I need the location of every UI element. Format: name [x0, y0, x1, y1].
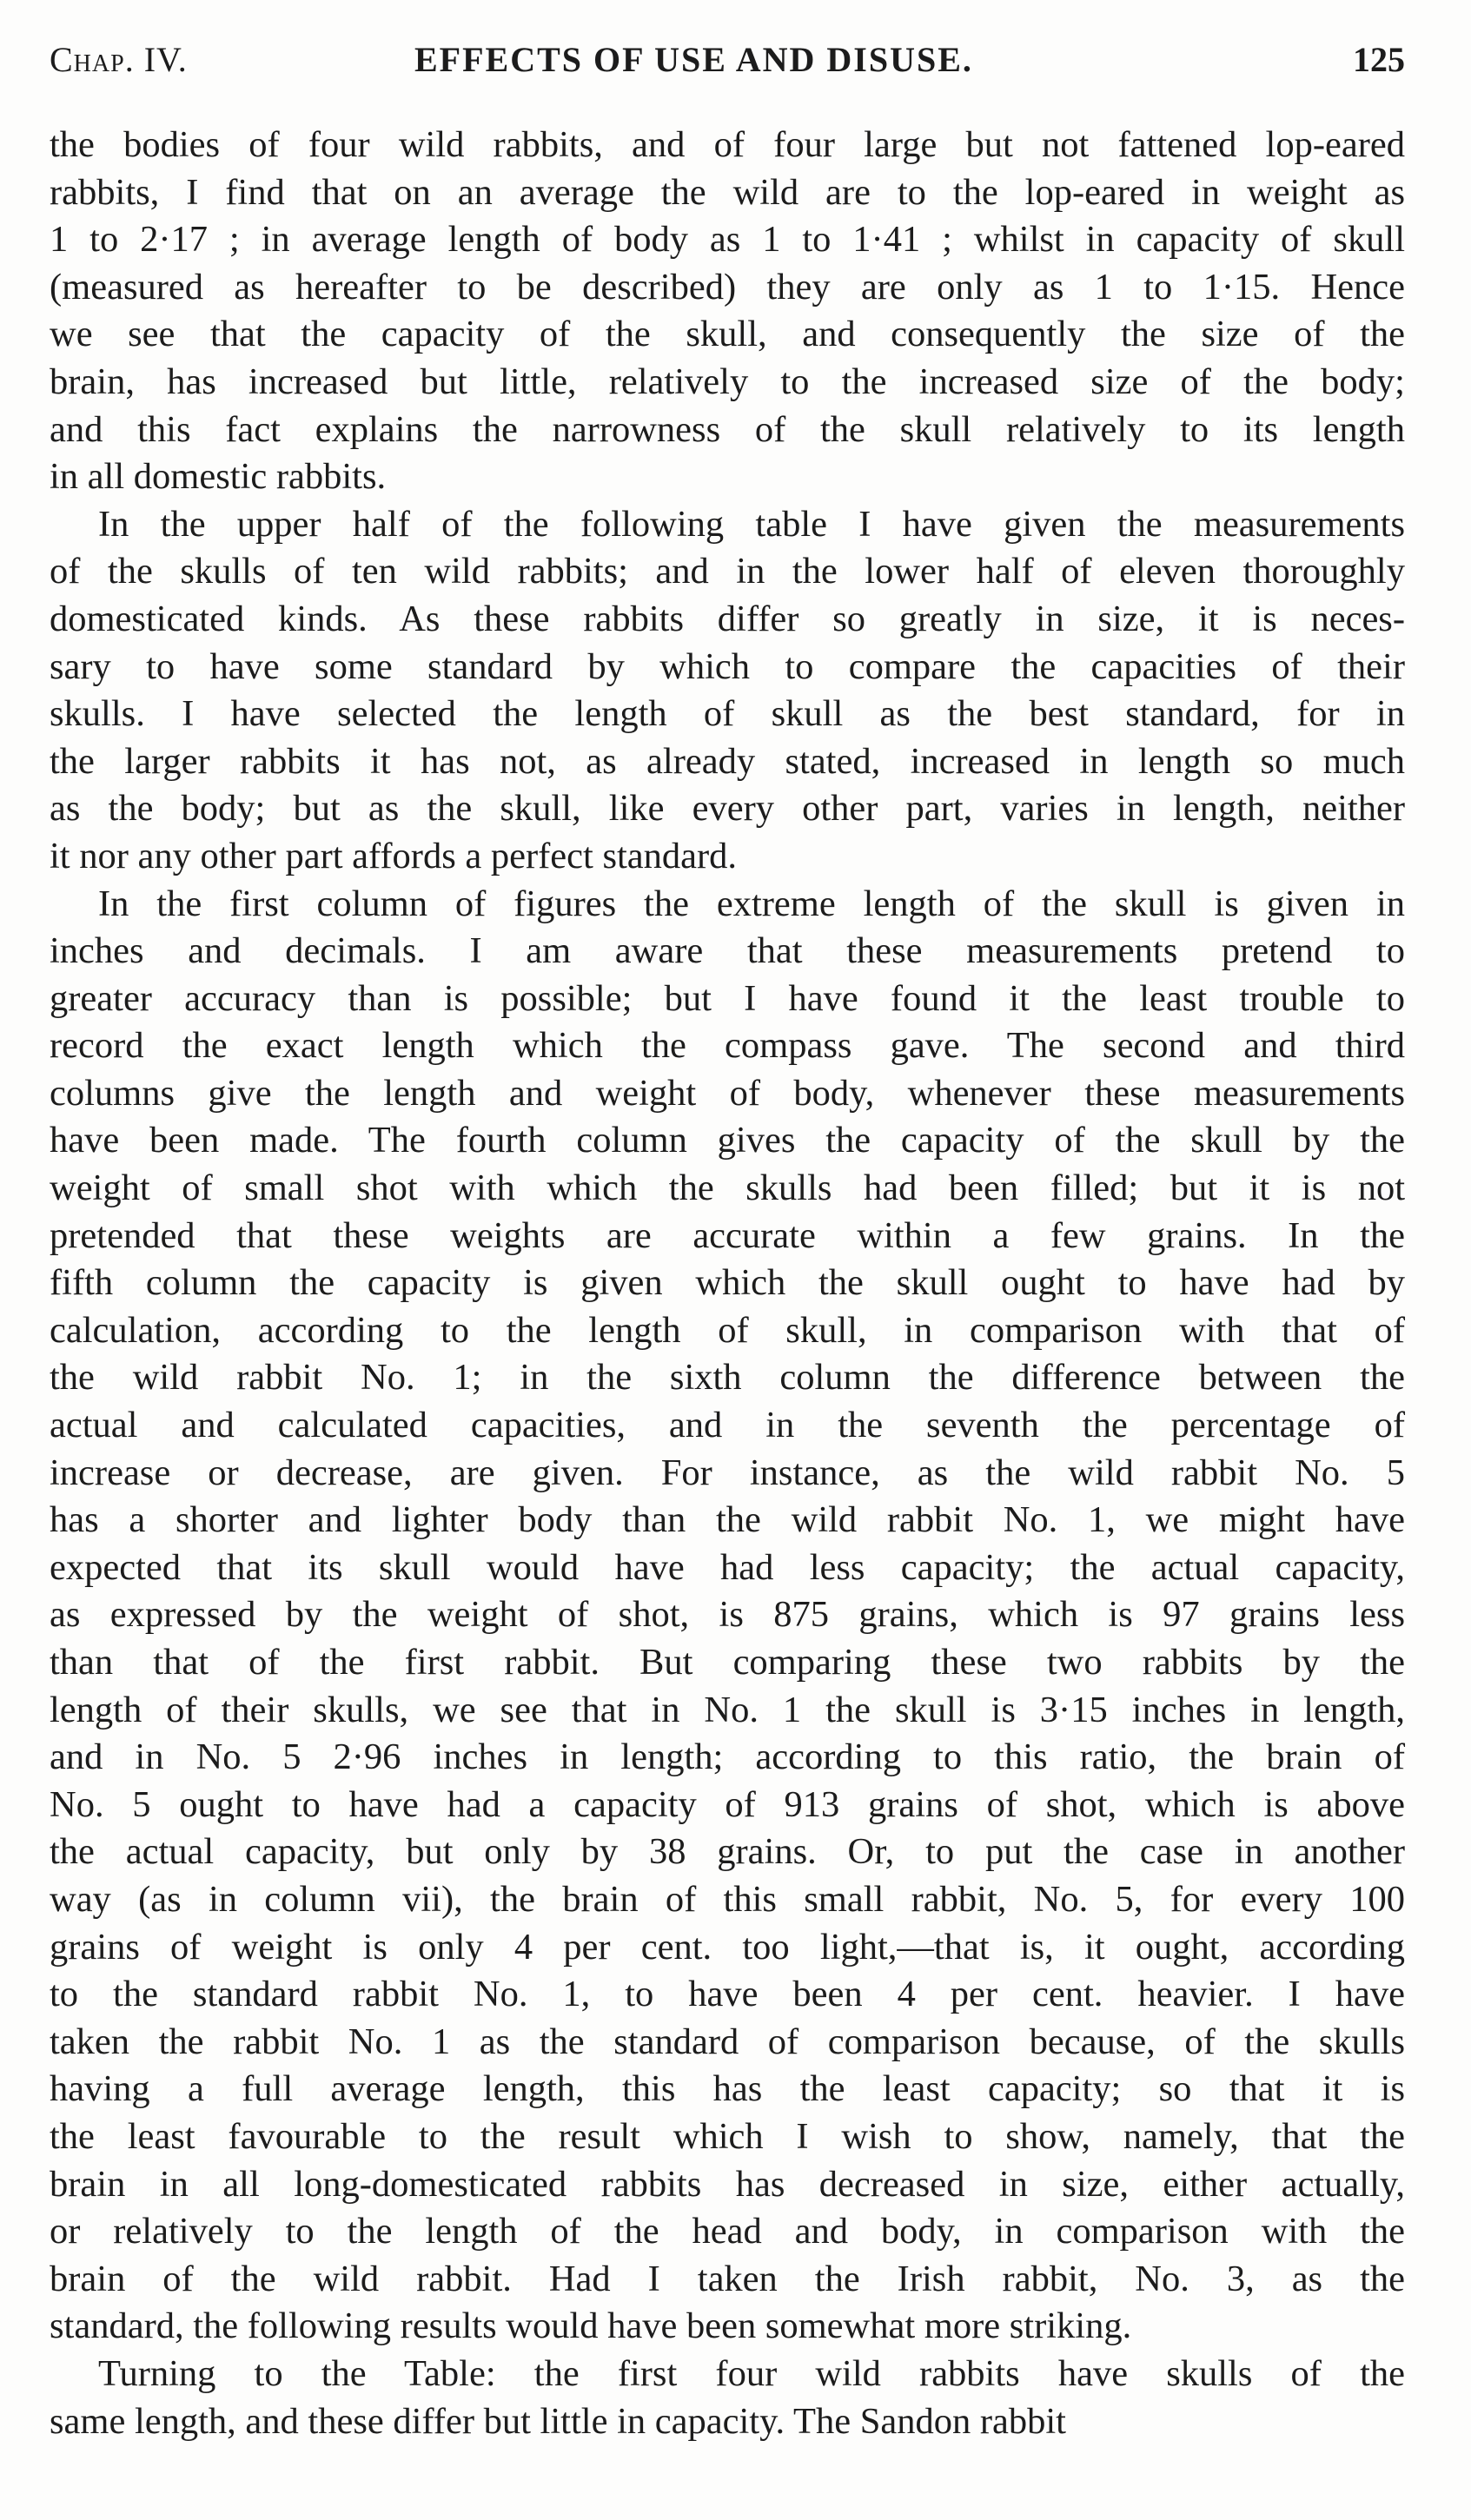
text-line: expected that its skull would have had less capacity; the actual capacity,: [50, 1546, 1405, 1588]
text-line: as the body; but as the skull, like every other part, varies in length, neither: [50, 788, 1405, 830]
paragraph: [50, 881, 1405, 2351]
text-line: the bodies of four wild rabbits, and of four large but not fattened lop-eared: [50, 124, 1405, 165]
text-line: as expressed by the weight of shot, is 875 grains, which is 97 grains less: [50, 1594, 1405, 1636]
text-line: record the exact length which the compass gave. The second and third: [50, 1025, 1405, 1067]
body-text: [50, 122, 1405, 2445]
running-title: EFFECTS OF USE AND DISUSE.: [414, 40, 973, 79]
text-line: of the skulls of ten wild rabbits; and in the lower half of eleven thoroughly: [50, 551, 1405, 592]
paragraph: [50, 2351, 1405, 2445]
paragraph: [50, 501, 1405, 881]
text-line: in all domestic rabbits.: [50, 456, 387, 498]
text-line: length of their skulls, we see that in No. 1 the skull is 3·15 inches in length,: [50, 1689, 1405, 1730]
text-line: actual and calculated capacities, and in the seventh the percentage of: [50, 1405, 1405, 1446]
text-line: or relatively to the length of the head and body, in comparison with the: [50, 2211, 1405, 2252]
text-line: way (as in column vii), the brain of this small rabbit, No. 5, for every 100: [50, 1878, 1405, 1920]
text-line: Turning to the Table: the first four wild rabbits have skulls of the: [98, 2352, 1405, 2394]
paragraph: [50, 122, 1405, 501]
text-line: and this fact explains the narrowness of the skull relatively to its length: [50, 408, 1405, 450]
text-line: pretended that these weights are accurate within a few grains. In the: [50, 1214, 1405, 1256]
text-line: skulls. I have selected the length of skull as the best standard, for in: [50, 693, 1405, 735]
text-line: domesticated kinds. As these rabbits differ so greatly in size, it is neces-: [50, 598, 1405, 639]
text-line: the actual capacity, but only by 38 grains. Or, to put the case in another: [50, 1831, 1405, 1873]
text-line: brain of the wild rabbit. Had I taken the Irish rabbit, No. 3, as the: [50, 2258, 1405, 2299]
text-line: than that of the first rabbit. But comparing these two rabbits by the: [50, 1642, 1405, 1683]
text-line: has a shorter and lighter body than the wild rabbit No. 1, we might have: [50, 1499, 1405, 1541]
page-number: 125: [1353, 40, 1405, 79]
text-line: greater accuracy than is possible; but I have found it the least trouble to: [50, 977, 1405, 1019]
chapter-label: Chap. IV.: [50, 40, 188, 79]
text-line: No. 5 ought to have had a capacity of 913 grains of shot, which is above: [50, 1783, 1405, 1825]
text-line: the least favourable to the result which I wish to show, namely, that the: [50, 2115, 1405, 2157]
text-line: have been made. The fourth column gives the capacity of the skull by the: [50, 1120, 1405, 1161]
running-head: [50, 38, 1405, 82]
text-line: brain, has increased but little, relatively to the increased size of the body;: [50, 360, 1405, 402]
text-line: calculation, according to the length of skull, in comparison with that of: [50, 1309, 1405, 1351]
text-line: the larger rabbits it has not, as already stated, increased in length so much: [50, 740, 1405, 782]
text-line: inches and decimals. I am aware that these measurements pretend to: [50, 930, 1405, 972]
text-line: columns give the length and weight of body, whenever these measurements: [50, 1072, 1405, 1114]
text-line: grains of weight is only 4 per cent. too light,—that is, it ought, according: [50, 1926, 1405, 1968]
text-line: having a full average length, this has the least capacity; so that it is: [50, 2068, 1405, 2110]
text-line: standard, the following results would have been somewhat more striking.: [50, 2305, 1132, 2347]
text-line: weight of small shot with which the skulls had been filled; but it is not: [50, 1167, 1405, 1209]
text-line: to the standard rabbit No. 1, to have been 4 per cent. heavier. I have: [50, 1974, 1405, 2015]
text-line: increase or decrease, are given. For instance, as the wild rabbit No. 5: [50, 1452, 1405, 1493]
text-line: we see that the capacity of the skull, and consequently the size of the: [50, 314, 1405, 355]
text-line: same length, and these differ but little in capacity. The Sandon rabbit: [50, 2400, 1066, 2442]
text-line: taken the rabbit No. 1 as the standard of comparison because, of the skulls: [50, 2021, 1405, 2062]
text-line: brain in all long-domesticated rabbits has decreased in size, either actually,: [50, 2163, 1405, 2205]
text-line: the wild rabbit No. 1; in the sixth column the difference between the: [50, 1357, 1405, 1399]
text-line: rabbits, I find that on an average the wild are to the lop-eared in weight as: [50, 171, 1405, 213]
text-line: (measured as hereafter to be described) they are only as 1 to 1·15. Hence: [50, 266, 1405, 308]
text-line: fifth column the capacity is given which the skull ought to have had by: [50, 1262, 1405, 1304]
text-line: it nor any other part affords a perfect standard.: [50, 835, 738, 876]
text-line: sary to have some standard by which to compare the capacities of their: [50, 645, 1405, 687]
text-line: In the upper half of the following table I have given the measurements: [98, 503, 1405, 545]
text-line: 1 to 2·17 ; in average length of body as 1 to 1·41 ; whilst in capacity of skull: [50, 219, 1405, 261]
text-line: In the first column of figures the extreme length of the skull is given in: [98, 883, 1405, 924]
text-line: and in No. 5 2·96 inches in length; according to this ratio, the brain of: [50, 1736, 1405, 1778]
